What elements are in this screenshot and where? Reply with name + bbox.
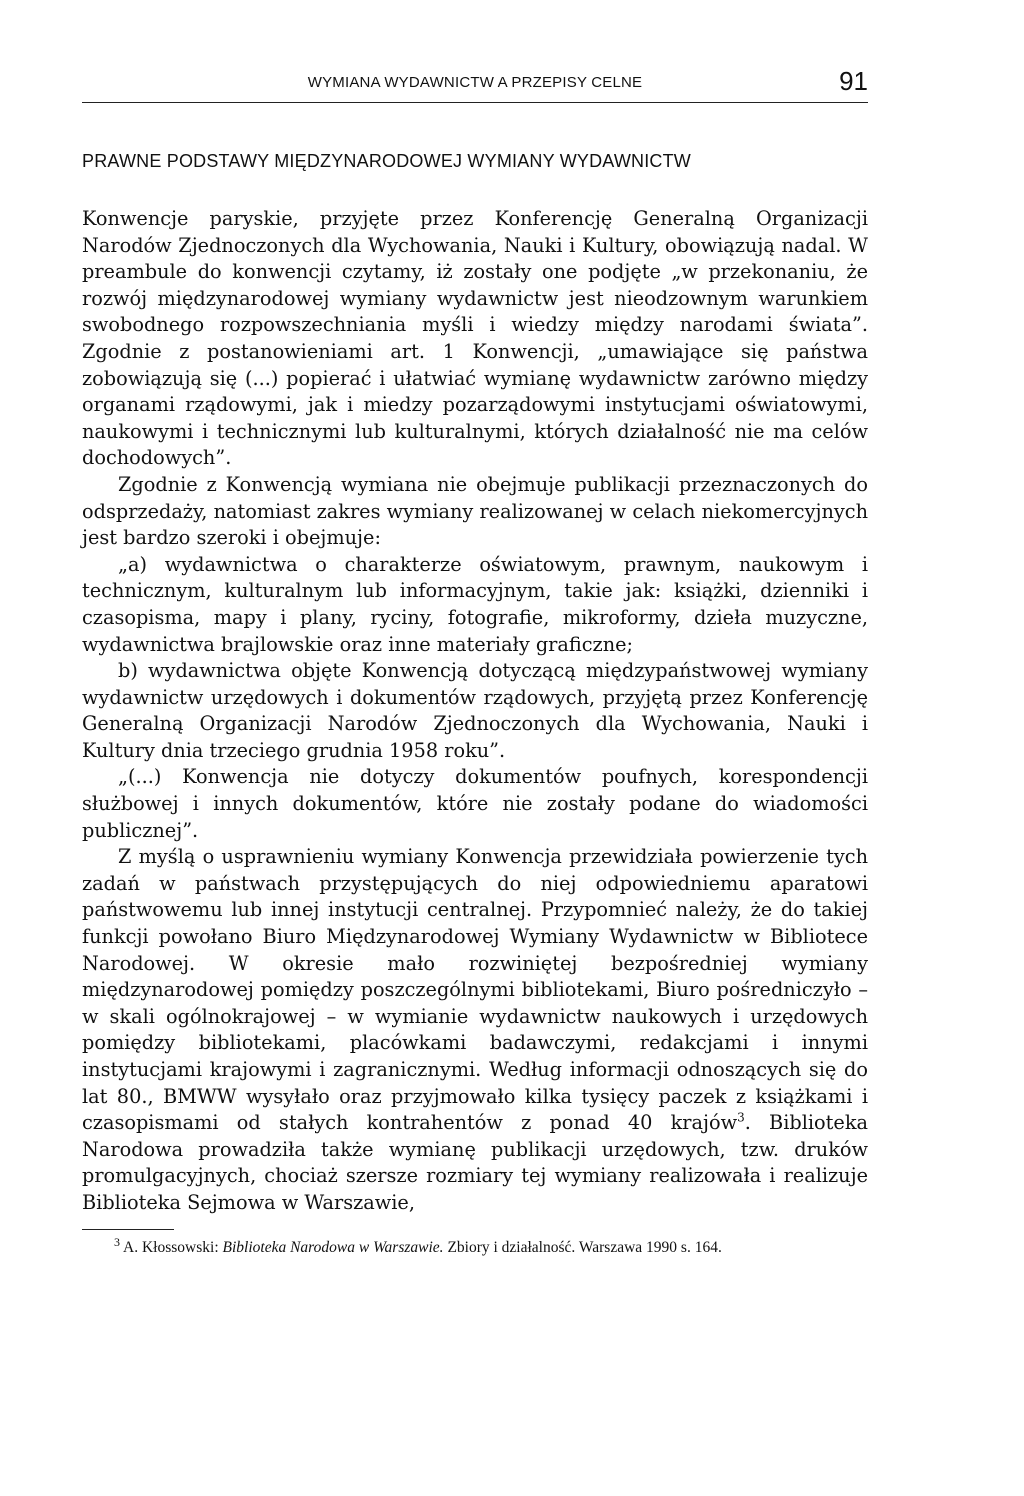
paragraph-6-text: Z myślą o usprawnieniu wymiany Konwencja przewidziała powierzenie tych zadań w państwach przystępujących do niej odpowiedniemu aparatowi państwowemu lub innej instytucji centralnej. Przypomnieć należy, że do takiej funkcji powołano Biuro Międzynarodowej Wymiany Wydawnictw w Bibliotece Narodowej. W okresie mało rozwiniętej bezpośredniej wymiany międzynarodowej pomiędzy poszczególnymi bibliotekami, Biuro pośredniczyło – w skali ogólnokrajowej – w wymianie wydawnictw naukowych i urzędowych pomiędzy bibliotekami, placówkami badawczymi, redakcjami i innymi instytucjami krajowymi i zagranicznymi. Według informacji odnoszących się do lat 80., BMWW wysyłało oraz przyjmowało kilka tysięcy paczek z książkami i czasopismami od stałych kontrahentów z ponad 40 krajów bbox=[82, 845, 868, 1135]
footnote-reference: 3 bbox=[737, 1110, 745, 1125]
paragraph-2: Zgodnie z Konwencją wymiana nie obejmuje publikacji przeznaczonych do odsprzedaży, natomiast zakres wymiany realizowanej w celach niekomercyjnych jest bardzo szeroki i obejmuje: bbox=[82, 472, 868, 550]
paragraph-6 bbox=[82, 844, 868, 1216]
footnote bbox=[82, 1234, 868, 1258]
running-title: WYMIANA WYDAWNICTW A PRZEPISY CELNE bbox=[307, 74, 643, 91]
body-text bbox=[82, 206, 868, 1217]
page-number: 91 bbox=[839, 66, 868, 96]
paragraph-1: Konwencje paryskie, przyjęte przez Konferencję Generalną Organizacji Narodów Zjednoczonych dla Wychowania, Nauki i Kultury, obowiązują nadal. W preambule do konwencji czytamy, iż zostały one podjęte „w przekonaniu, że rozwój międzynarodowej wymiany wydawnictw jest nieodzownym warunkiem swobodnego rozpowszechniania myśli i wiedzy między narodami świata”. Zgodnie z postanowieniami art. 1 Konwencji, „umawiające się państwa zobowiązują się (...) popierać i ułatwiać wymianę wydawnictw zarówno między organami rządowymi, jak i miedzy pozarządowymi instytucjami oświatowymi, naukowymi i technicznymi lub kulturalnymi, których działalność nie ma celów dochodowych”. bbox=[82, 207, 868, 470]
footnote-details: Zbiory i działalność. Warszawa 1990 s. 164. bbox=[443, 1238, 722, 1256]
running-head bbox=[82, 60, 868, 103]
document-page bbox=[82, 60, 868, 1258]
footnote-number: 3 bbox=[114, 1234, 120, 1249]
footnote-title: Biblioteka Narodowa w Warszawie. bbox=[222, 1238, 444, 1256]
footnote-separator bbox=[82, 1229, 174, 1230]
section-title: PRAWNE PODSTAWY MIĘDZYNARODOWEJ WYMIANY WYDAWNICTW bbox=[82, 151, 692, 171]
paragraph-6-continued: . Biblioteka Narodowa prowadziła także wymianę publikacji urzędowych, tzw. druków promulgacyjnych, chociaż szersze rozmiary tej wymiany realizowała i realizuje Biblioteka Sejmowa w Warszawie, bbox=[82, 1111, 869, 1214]
paragraph-5: „(...) Konwencja nie dotyczy dokumentów poufnych, korespondencji służbowej i innych dokumentów, które nie zostały podane do wiadomości publicznej”. bbox=[82, 765, 868, 842]
footnote-author: A. Kłossowski: bbox=[123, 1238, 223, 1256]
paragraph-4: b) wydawnictwa objęte Konwencją dotyczącą międzypaństwowej wymiany wydawnictw urzędowych i dokumentów rządowych, przyjętą przez Konferencję Generalną Organizacji Narodów Zjednoczonych dla Wychowania, Nauki i Kultury dnia trzeciego grudnia 1958 roku”. bbox=[82, 659, 868, 762]
paragraph-3: „a) wydawnictwa o charakterze oświatowym, prawnym, naukowym i technicznym, kulturalnym lub informacyjnym, takie jak: książki, dzienniki i czasopisma, mapy i plany, ryciny, fotografie, mikroformy, dzieła muzyczne, wydawnictwa brajlowskie oraz inne materiały graficzne; bbox=[82, 552, 868, 656]
